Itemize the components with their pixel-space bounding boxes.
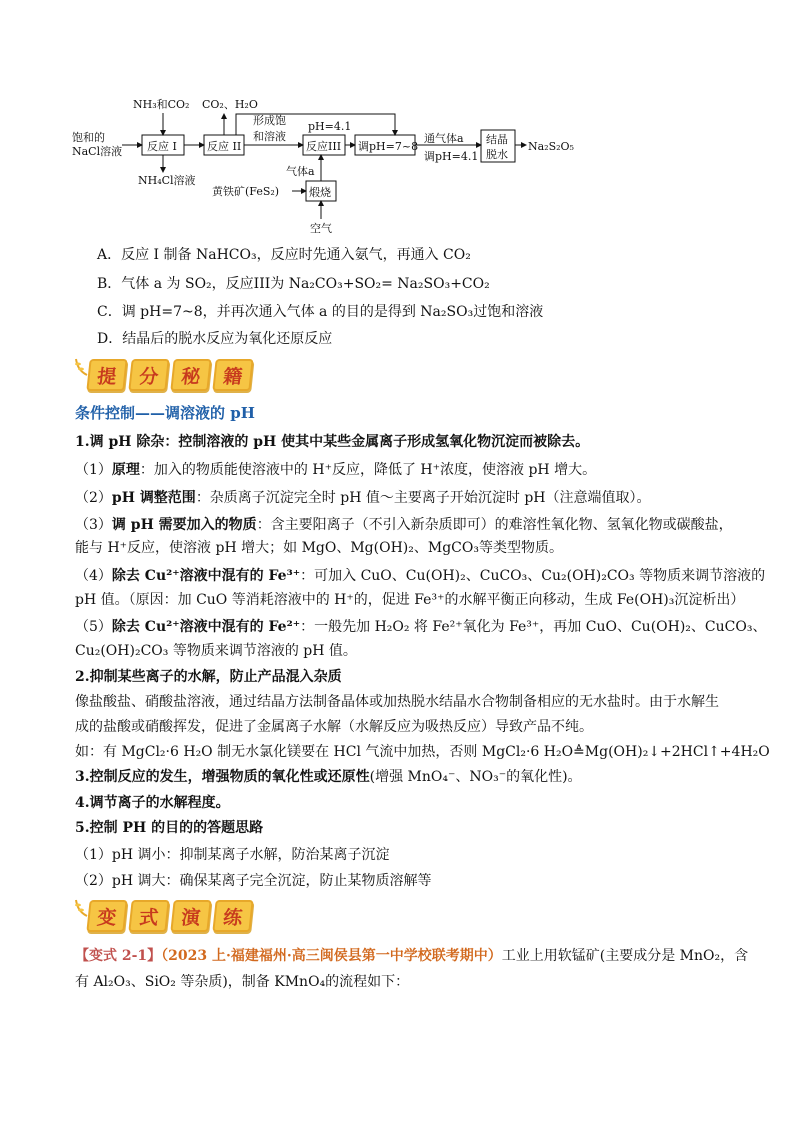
part2-text-1: 像盐酸盐、硝酸盐溶液，通过结晶方法制备晶体或加热脱水结晶水合物制备相应的无水盐时。由于水解生 <box>75 694 719 710</box>
part1-item3 <box>75 515 733 535</box>
item-keyword: 调 pH 需要加入的物质 <box>111 517 257 533</box>
crystal-label-1: 结晶 <box>486 133 508 146</box>
banner-char: 提 <box>86 359 127 391</box>
part1-item1 <box>75 460 596 480</box>
option-b: B．气体 a 为 SO₂，反应III为 Na₂CO₃+SO₂= Na₂SO₃+CO₂ <box>97 276 490 292</box>
process-flow-diagram <box>70 92 590 237</box>
part4-heading: 4.调节离子的水解程度。 <box>75 795 230 811</box>
variant-source: （2023 上·福建福州·高三闽侯县第一中学校联考期中） <box>161 948 502 964</box>
option-a: A．反应 I 制备 NaHCO₃，反应时先通入氨气，再通入 CO₂ <box>97 247 471 263</box>
part5-item2: （2）pH 调大：确保某离子完全沉淀，防止某物质溶解等 <box>75 873 432 889</box>
gas-a-in-label: 通气体a <box>424 132 464 145</box>
part2-text-3: 如：有 MgCl₂·6 H₂O 制无水氯化镁要在 HCl 气流中加热，否则 MgCl₂·6 H₂O≜Mg(OH)₂↓+2HCl↑+4H₂O <box>75 744 770 760</box>
part5-heading: 5.控制 PH 的目的的答题思路 <box>75 820 264 836</box>
item-number: （2） <box>75 490 112 506</box>
sprig-icon <box>73 898 89 918</box>
sprig-icon <box>73 357 89 377</box>
item-number: （4） <box>75 568 112 584</box>
variant-line-2: 有 Al₂O₃、SiO₂ 等杂质)，制备 KMnO₄的流程如下： <box>75 974 410 990</box>
nh3-co2-label: NH₃和CO₂ <box>133 98 190 111</box>
air-label: 空气 <box>310 222 332 235</box>
part1-item4 <box>75 566 765 586</box>
option-c: C．调 pH=7~8，并再次通入气体 a 的目的是得到 Na₂SO₃过饱和溶液 <box>97 304 544 320</box>
calcine-label: 煅烧 <box>309 186 331 199</box>
part3-heading: 3.控制反应的发生，增强物质的氧化性或还原性 <box>75 769 370 785</box>
part1-item5-cont: Cu₂(OH)₂CO₃ 等物质来调节溶液的 pH 值。 <box>75 643 357 659</box>
variant-label: 【变式 2-1】 <box>75 948 162 964</box>
item-text: ：含主要阳离子（不引入新杂质即可）的难溶性氧化物、氢氧化物或碳酸盐， <box>256 517 733 533</box>
item-keyword: pH 调整范围 <box>111 490 196 506</box>
pyrite-label: 黄铁矿(FeS₂) <box>212 185 280 198</box>
ph41-label: pH=4.1 <box>308 120 352 133</box>
reaction-3-label: 反应III <box>306 140 342 153</box>
gas-a-label: 气体a <box>286 165 315 178</box>
banner-char: 变 <box>86 900 127 932</box>
part1-item2 <box>75 488 651 508</box>
reaction-2-label: 反应 II <box>207 140 242 153</box>
banner-char: 练 <box>212 900 253 932</box>
feed-label-1: 饱和的 <box>72 131 105 144</box>
banner-char: 演 <box>170 900 211 932</box>
item-text: ：杂质离子沉淀完全时 pH 值～主要离子开始沉淀时 pH（注意端值取）。 <box>195 490 651 506</box>
banner-variant <box>88 899 256 933</box>
item-text: ：可加入 CuO、Cu(OH)₂、CuCO₃、Cu₂(OH)₂CO₃ 等物质来调节溶液的 <box>300 568 766 584</box>
feed-label-2: NaCl溶液 <box>72 145 123 158</box>
variant-text: 工业上用软锰矿(主要成分是 MnO₂，含 <box>501 948 749 964</box>
item-number: （3） <box>75 517 112 533</box>
banner-char: 籍 <box>212 359 253 391</box>
part3-tail: (增强 MnO₄⁻、NO₃⁻的氧化性)。 <box>369 769 582 785</box>
option-d: D．结晶后的脱水反应为氧化还原反应 <box>97 331 333 347</box>
saturated-label-2: 和溶液 <box>253 130 286 143</box>
part2-text-2: 成的盐酸或硝酸挥发，促进了金属离子水解（水解反应为吸热反应）导致产品不纯。 <box>75 719 593 735</box>
section-title: 条件控制——调溶液的 pH <box>75 404 255 422</box>
banner-char: 秘 <box>170 359 211 391</box>
saturated-label-1: 形成饱 <box>253 114 286 127</box>
part3-line <box>75 767 582 787</box>
nh4cl-label: NH₄Cl溶液 <box>138 174 196 187</box>
variant-line-1 <box>75 946 748 966</box>
crystal-label-2: 脱水 <box>486 148 508 161</box>
item-keyword: 除去 Cu²⁺溶液中混有的 Fe³⁺ <box>111 568 301 584</box>
reaction-1-label: 反应 I <box>147 140 177 153</box>
part5-item1: （1）pH 调小：抑制某离子水解，防治某离子沉淀 <box>75 847 390 863</box>
product-label: Na₂S₂O₅ <box>528 140 574 153</box>
part1-item5 <box>75 617 766 637</box>
item-keyword: 原理 <box>111 462 140 478</box>
item-keyword: 除去 Cu²⁺溶液中混有的 Fe²⁺ <box>111 619 301 635</box>
item-text: ：一般先加 H₂O₂ 将 Fe²⁺氧化为 Fe³⁺，再加 CuO、Cu(OH)₂、CuCO₃、 <box>300 619 767 635</box>
part1-item4-cont: pH 值。（原因：加 CuO 等消耗溶液中的 H⁺的，促进 Fe³⁺的水解平衡正向移动，生成 Fe(OH)₃沉淀析出） <box>75 592 745 608</box>
banner-char: 式 <box>128 900 169 932</box>
item-number: （1） <box>75 462 112 478</box>
item-text: ：加入的物质能使溶液中的 H⁺反应，降低了 H⁺浓度，使溶液 pH 增大。 <box>139 462 597 478</box>
item-number: （5） <box>75 619 112 635</box>
banner-char: 分 <box>128 359 169 391</box>
part2-heading: 2.抑制某些离子的水解，防止产品混入杂质 <box>75 669 342 685</box>
adjust-ph78-label: 调pH=7~8 <box>358 140 419 153</box>
part1-heading: 1.调 pH 除杂：控制溶液的 pH 使其中某些金属离子形成氢氧化物沉淀而被除去。 <box>75 434 590 450</box>
banner-tips <box>88 358 256 392</box>
adjust-ph41-label: 调pH=4.1 <box>424 150 479 163</box>
part1-item3-cont: 能与 H⁺反应，使溶液 pH 增大；如 MgO、Mg(OH)₂、MgCO₃等类型物质。 <box>75 540 563 556</box>
co2-h2o-label: CO₂、H₂O <box>202 98 258 111</box>
